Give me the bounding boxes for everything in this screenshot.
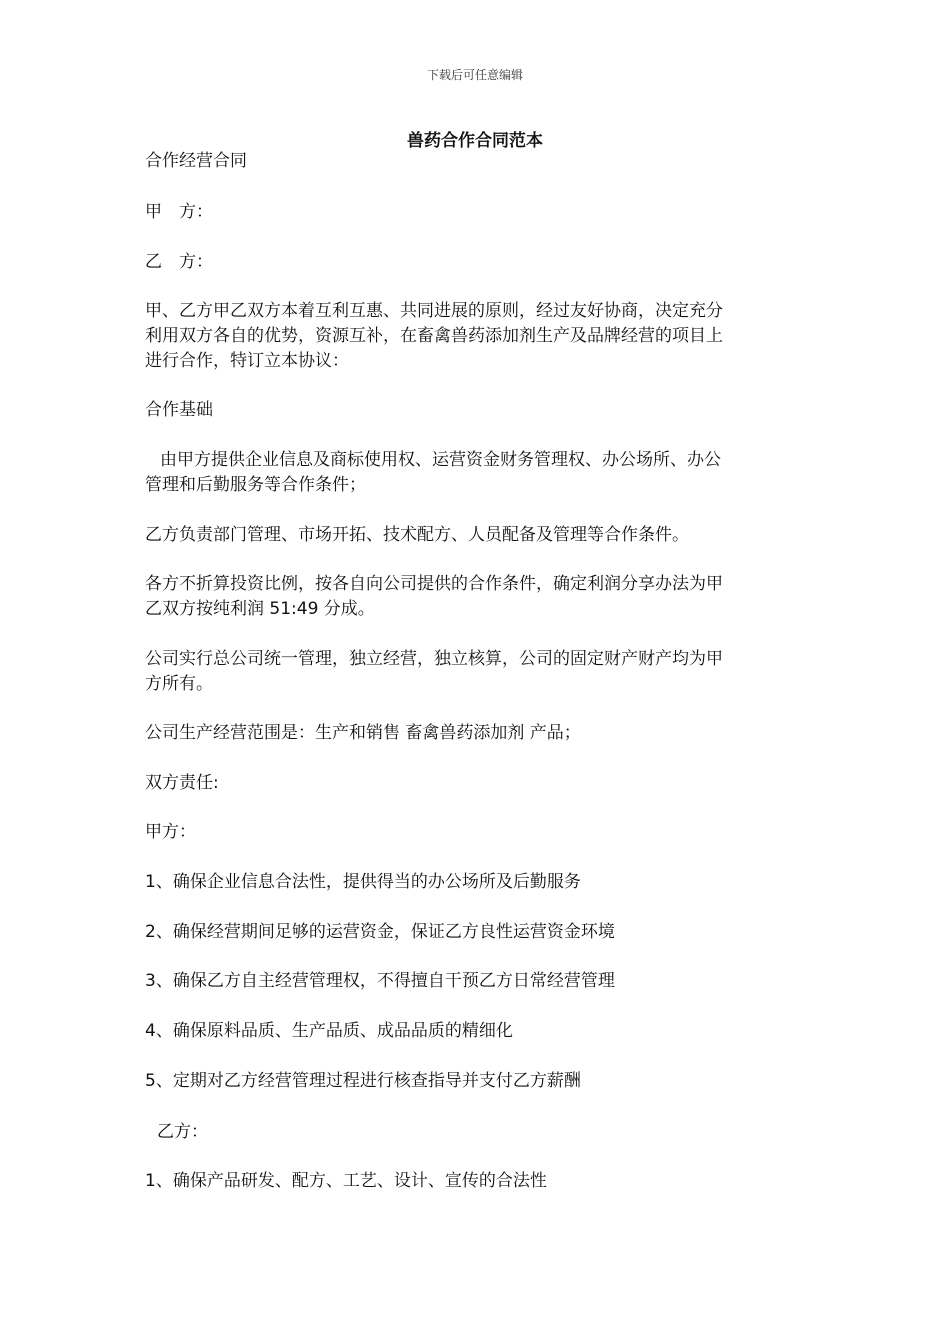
party-a-heading: 甲方： [145,822,196,842]
paragraph-line: 由甲方提供企业信息及商标使用权、运营资金财务管理权、办公场所、办公 [160,450,721,470]
list-item: 3、确保乙方自主经营管理权，不得擅自干预乙方日常经营管理 [145,971,615,991]
paragraph-line: 进行合作，特订立本协议： [145,351,349,371]
section-heading: 合作基础 [145,400,213,420]
list-item: 5、定期对乙方经营管理过程进行核查指导并支付乙方薪酬 [145,1071,581,1091]
section-heading: 双方责任: [145,773,219,793]
list-item: 2、确保经营期间足够的运营资金，保证乙方良性运营资金环境 [145,922,615,942]
paragraph-line: 利用双方各自的优势，资源互补，在畜禽兽药添加剂生产及品牌经营的项目上 [145,326,723,346]
paragraph-line: 乙方负责部门管理、市场开拓、技术配方、人员配备及管理等合作条件。 [145,525,689,545]
paragraph-line: 方所有。 [145,674,213,694]
party-b-label: 乙 方： [145,252,213,272]
paragraph-line: 乙双方按纯利润 51:49 分成。 [145,599,375,619]
party-b-heading: 乙方： [157,1122,208,1142]
paragraph-line: 甲、乙方甲乙双方本着互利互惠、共同进展的原则，经过友好协商，决定充分 [145,301,723,321]
document-title: 兽药合作合同范本 [407,131,543,151]
header-note: 下载后可任意编辑 [426,68,523,82]
list-item: 4、确保原料品质、生产品质、成品品质的精细化 [145,1021,513,1041]
list-item: 1、确保产品研发、配方、工艺、设计、宣传的合法性 [145,1171,547,1191]
paragraph-line: 各方不折算投资比例，按各自向公司提供的合作条件，确定利润分享办法为甲 [145,574,723,594]
paragraph-line: 管理和后勤服务等合作条件； [145,475,366,495]
party-a-label: 甲 方： [145,202,213,222]
paragraph-line: 公司生产经营范围是：生产和销售 畜禽兽药添加剂 产品； [145,723,581,743]
paragraph-line: 公司实行总公司统一管理，独立经营，独立核算，公司的固定财产财产均为甲 [145,649,723,669]
section-heading: 合作经营合同 [145,151,247,171]
list-item: 1、确保企业信息合法性，提供得当的办公场所及后勤服务 [145,872,581,892]
